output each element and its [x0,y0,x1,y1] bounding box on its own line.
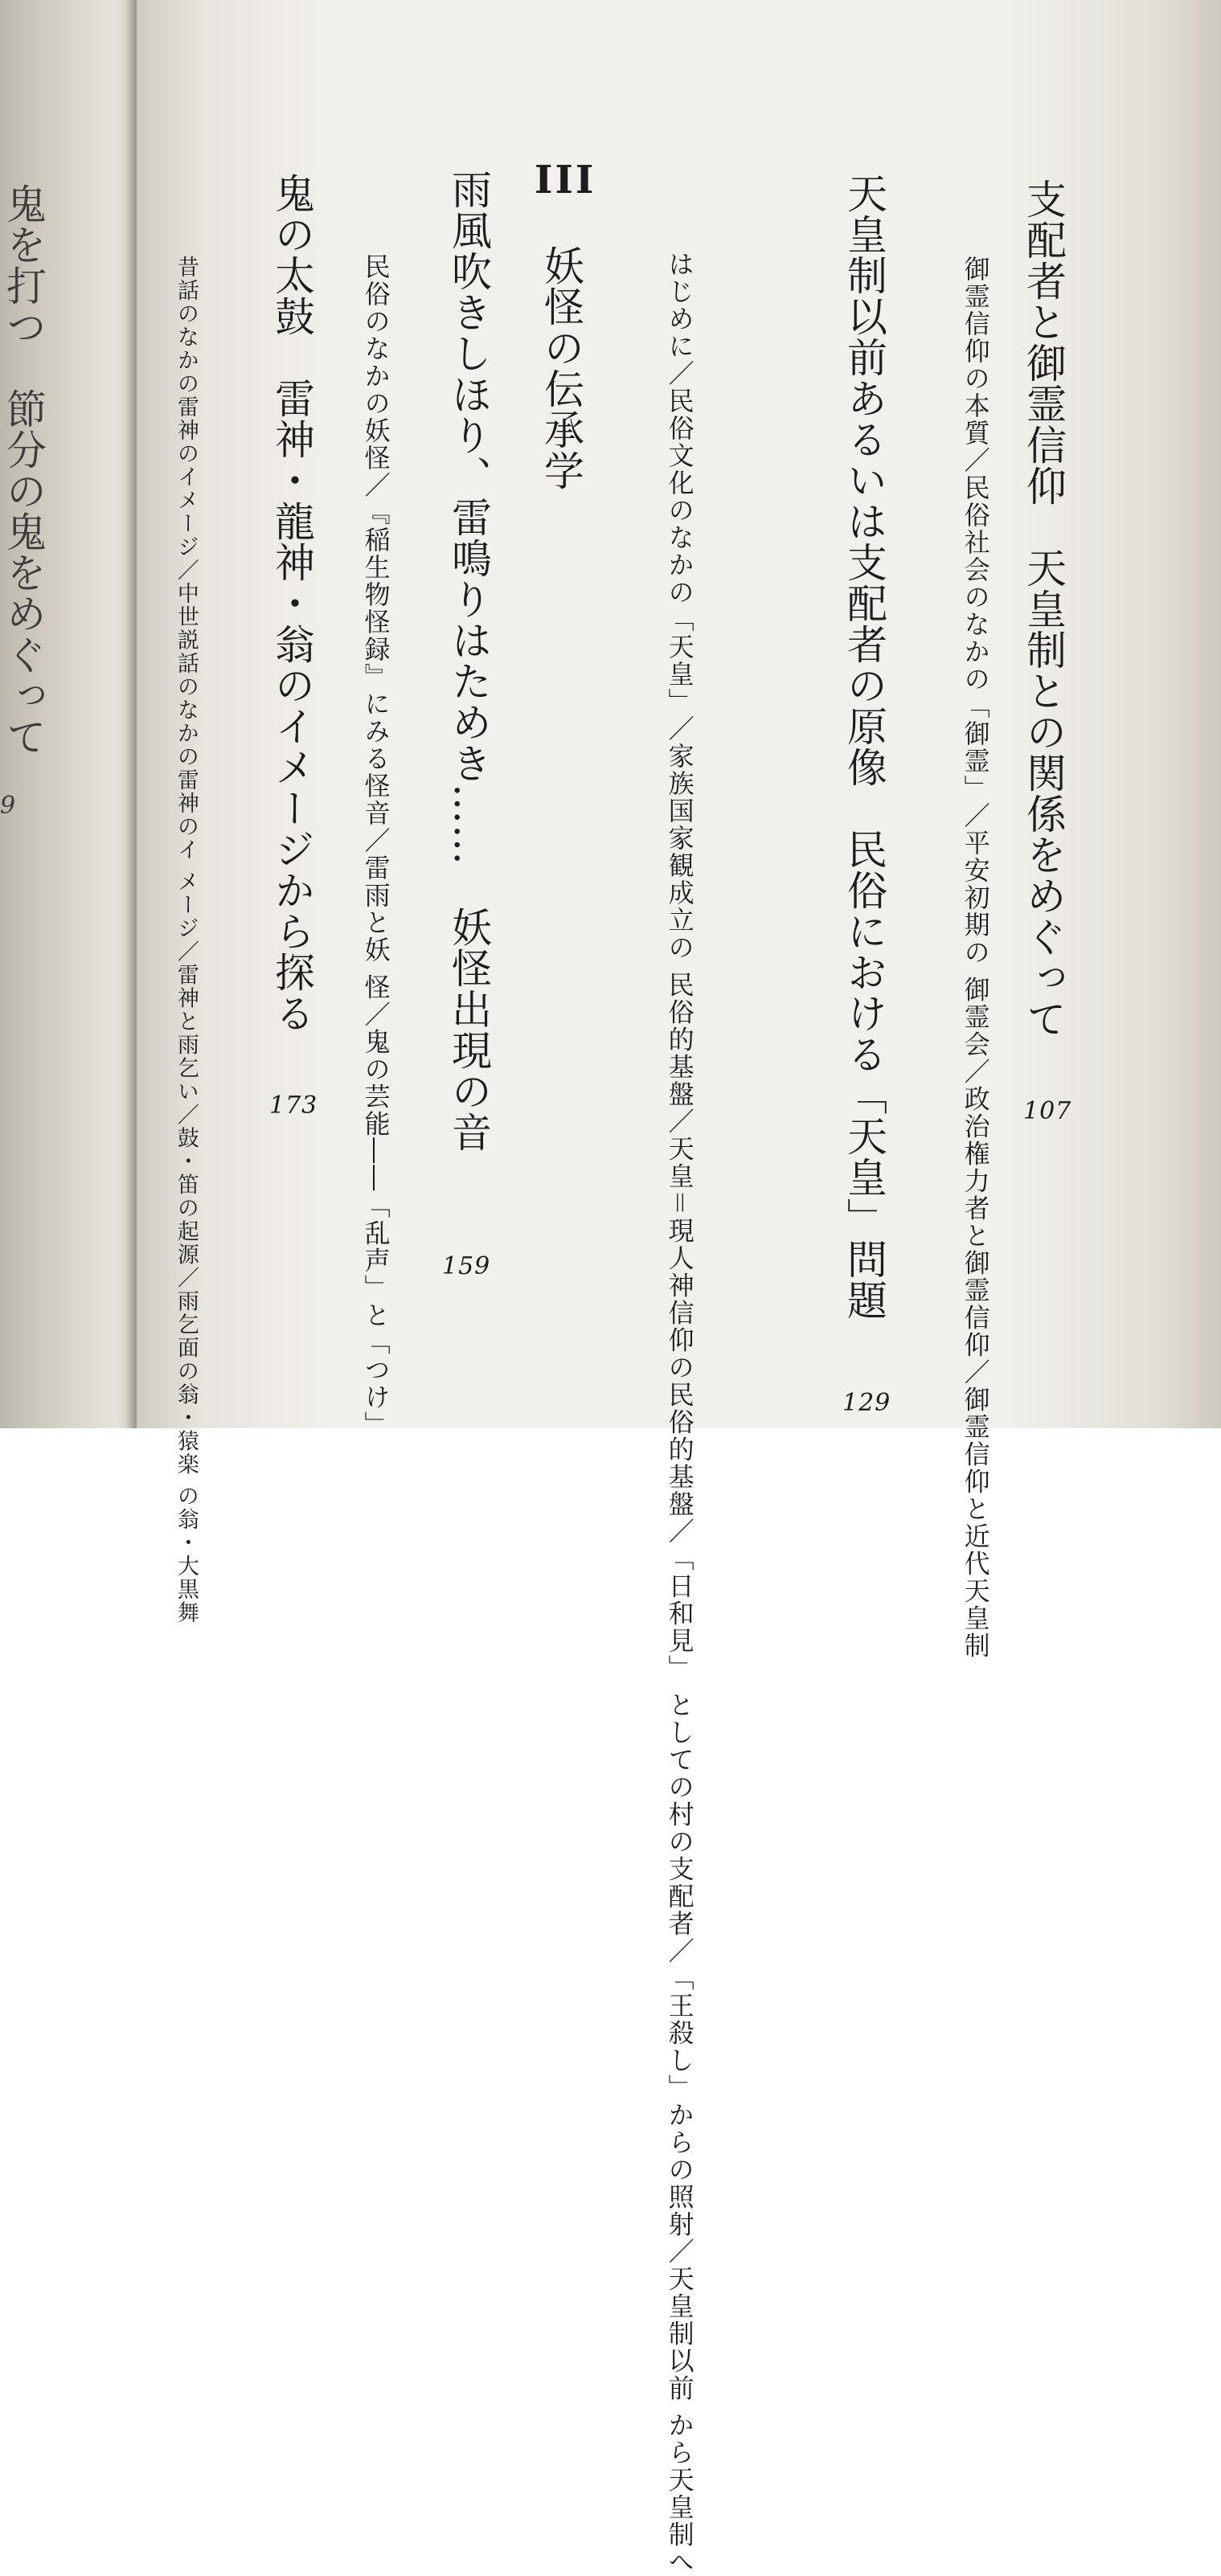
section-title: 鬼の太鼓 雷神・龍神・翁のイメージから探る [268,173,315,1034]
page-number: 129 [842,1389,891,1417]
contents-line: 怪／鬼の芸能――「乱声」と「つけ」 [360,973,391,1439]
part-number: III [535,158,596,203]
contents-line: はじめに／民俗文化のなかの「天皇」／家族国家観成立の [664,251,695,961]
page-number: 173 [269,1091,318,1120]
part-title: 妖怪の伝承学 [538,245,584,491]
section-contents [169,256,203,1624]
adjacent-page-title-fragment: 鬼を打つ 節分の鬼をめぐって [0,183,47,757]
contents-line: 御霊会／政治権力者と御霊信仰／御霊信仰と近代天皇制 [960,976,991,1660]
contents-line: 民俗的基盤／天皇＝現人神信仰の民俗的基盤／「日和見」 [664,971,695,1682]
book-gutter [125,0,137,1428]
section-contents [659,251,699,2576]
section-title: 天皇制以前あるいは支配者の原像 民俗における「天皇」問題 [841,173,887,1321]
contents-line: メージ／雷神と雨乞い／鼓・笛の起源／雨乞面の翁・猿楽 [173,870,199,1476]
section-title: 雨風吹きしほり、雷鳴りはためき…… 妖怪出現の音 [445,169,492,1153]
contents-line: としての村の支配者／「王殺し」からの照射／天皇制以前 [664,1691,695,2402]
contents-line: 御霊信仰の本質／民俗社会のなかの「御霊」／平安初期の [960,256,991,966]
page-number: 159 [442,1252,491,1280]
contents-line: 民俗のなかの妖怪／『稲生物怪録』にみる怪音／雷雨と妖 [360,253,391,964]
contents-line: 昔話のなかの雷神のイメージ／中世説話のなかの雷神のイ [173,256,199,862]
contents-line: の翁・大黒舞 [173,1485,199,1625]
table-of-contents-page [137,0,1221,2576]
contents-line: から天皇制へ [664,2411,695,2576]
section-title: 支配者と御霊信仰 天皇制との関係をめぐって [1020,178,1067,1039]
section-contents [955,256,995,1659]
page-number: 107 [1023,1097,1072,1125]
adjacent-page-number: 9 [0,792,17,820]
section-contents [355,253,395,1438]
adjacent-page [0,0,137,1428]
